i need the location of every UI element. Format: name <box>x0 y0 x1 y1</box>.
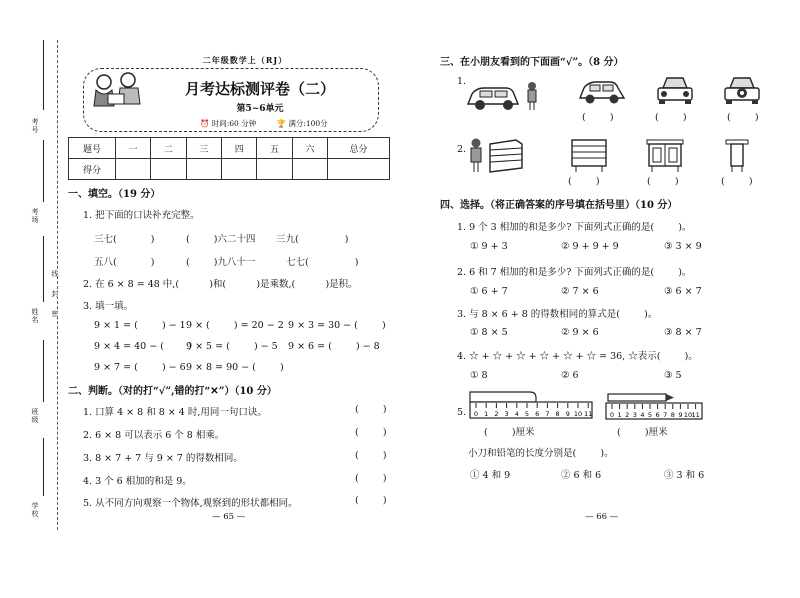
ruler-tick-label: 10 <box>573 410 583 418</box>
choice-question: 2. 6 和 7 相加的和是多少? 下面列式正确的是( )。 <box>457 267 692 278</box>
choice-question: 小刀和铅笔的长度分别是( )。 <box>468 448 614 459</box>
score-cell: 二 <box>151 138 186 159</box>
seal-label-mi: 密 <box>51 310 59 317</box>
car-view-option-2 <box>655 74 695 106</box>
knife-length-answer[interactable]: ( )厘米 <box>484 427 535 438</box>
ruler-tick-label: 2 <box>494 410 499 418</box>
ruler-tick-label: 1 <box>484 410 489 418</box>
ruler-tick-label: 8 <box>670 411 675 419</box>
fill-item: 七七( ) <box>286 257 359 268</box>
choice-option[interactable]: ① 4 和 9 <box>470 470 511 481</box>
calc-item: 9 × 8 = 90 − ( ) <box>186 362 284 373</box>
exam-room-label: 考场 <box>31 208 39 224</box>
row-label: 1. <box>457 76 467 87</box>
score-cell: 得分 <box>69 159 116 180</box>
seal-label-xian: 线 <box>51 270 59 277</box>
grade-label: 二年级数学上（RJ） <box>175 55 315 66</box>
choice-option[interactable]: ① 8 × 5 <box>470 327 508 338</box>
section1-title: 一、填空。（19 分） <box>68 189 161 200</box>
full-score-label: 满分:100分 <box>288 119 328 128</box>
choice-option[interactable]: ② 9 + 9 + 9 <box>561 241 619 252</box>
school-label: 学校 <box>31 502 39 518</box>
score-cell: 总分 <box>328 138 390 159</box>
choice-option[interactable]: ③ 3 × 9 <box>664 241 702 252</box>
score-input-cell[interactable] <box>151 159 186 180</box>
choice-option[interactable]: ② 6 和 6 <box>561 470 602 481</box>
calc-item: 9 × ( ) = 20 − 2 <box>186 320 284 331</box>
ruler-tick-label: 10 <box>683 411 693 419</box>
ruler-tick-label: 6 <box>655 411 660 419</box>
class-line <box>43 340 44 402</box>
ruler-tick-label: 0 <box>609 411 615 419</box>
clock-icon: ⏰ <box>200 119 210 128</box>
cabinet-view-option-2 <box>644 138 686 174</box>
name-line <box>43 236 44 302</box>
choice-option[interactable]: ② 9 × 6 <box>561 327 599 338</box>
pencil-on-ruler <box>604 392 704 422</box>
row-label: 2. <box>457 144 467 155</box>
car-view-option-3 <box>722 74 762 106</box>
score-cell: 六 <box>292 138 327 159</box>
calc-item: 9 × 3 = 30 − ( ) <box>288 320 386 331</box>
ruler-tick-label: 7 <box>663 411 668 419</box>
answer-paren[interactable]: ( ) <box>647 176 679 187</box>
ruler-tick-label: 11 <box>691 411 700 419</box>
kids-reading-illustration <box>90 72 150 112</box>
score-table-score-row <box>69 159 390 180</box>
ruler-tick-label: 4 <box>640 411 645 419</box>
trophy-icon: 🏆 <box>276 119 286 128</box>
section1-q3: 3. 填一填。 <box>83 301 134 312</box>
choice-option[interactable]: ③ 8 × 7 <box>664 327 702 338</box>
choice-option[interactable]: ① 6 + 7 <box>470 286 508 297</box>
choice-question: 4. ☆ + ☆ + ☆ + ☆ + ☆ + ☆ = 36, ☆表示( )。 <box>457 351 698 362</box>
exam-number-label: 考号 <box>31 118 39 134</box>
answer-paren[interactable]: ( ) <box>727 112 759 123</box>
ruler-tick-label: 9 <box>565 410 570 418</box>
page-number-left: — 65 — <box>212 512 246 522</box>
score-cell: 题号 <box>69 138 116 159</box>
ruler-tick-label: 8 <box>555 410 560 418</box>
judge-item: 2. 6 × 8 可以表示 6 个 8 相乘。 <box>83 430 225 441</box>
time-score-line <box>200 118 380 129</box>
score-input-cell[interactable] <box>116 159 151 180</box>
exam-number-line <box>43 40 44 110</box>
page-number-right: — 66 — <box>585 512 619 522</box>
class-label: 班级 <box>31 408 39 424</box>
school-line <box>43 438 44 496</box>
score-table-header-row <box>69 138 390 159</box>
answer-paren[interactable]: ( ) <box>582 112 614 123</box>
ruler-tick-label: 7 <box>545 410 550 418</box>
score-input-cell[interactable] <box>292 159 327 180</box>
choice-option[interactable]: ③ 5 <box>664 370 682 381</box>
choice-option[interactable]: ② 6 <box>561 370 579 381</box>
cabinet-view-option-3 <box>722 138 752 174</box>
ruler-tick-label: 0 <box>473 410 479 418</box>
choice-option[interactable]: ③ 6 × 7 <box>664 286 702 297</box>
judge-item: 4. 3 个 6 相加的和是 9。 <box>83 476 192 487</box>
judge-item: 1. 口算 4 × 8 和 8 × 4 时,用同一句口诀。 <box>83 407 267 418</box>
judge-item: 3. 8 × 7 + 7 与 9 × 7 的得数相同。 <box>83 453 243 464</box>
answer-paren[interactable]: ( ) <box>721 176 753 187</box>
calc-item: 9 × 6 = ( ) − 8 <box>288 341 380 352</box>
choice-option[interactable]: ① 8 <box>470 370 488 381</box>
exam-title: 月考达标测评卷（二） <box>184 80 335 98</box>
section3-title: 三、在小朋友看到的下面画“√”。（8 分） <box>440 57 624 68</box>
time-label: 时间:60 分钟 <box>211 119 257 128</box>
cabinet-view-option-1 <box>568 138 610 174</box>
ruler-tick-label: 3 <box>504 410 509 418</box>
judge-answer-paren[interactable]: ( ) <box>355 473 387 484</box>
score-table <box>68 137 390 180</box>
ruler-tick-label: 5 <box>647 411 653 419</box>
seal-label-feng: 封 <box>51 290 59 297</box>
judge-answer-paren[interactable]: ( ) <box>355 495 387 506</box>
score-cell: 五 <box>257 138 292 159</box>
exam-subtitle: 第5~6单元 <box>236 104 284 114</box>
score-cell: 四 <box>222 138 257 159</box>
choice-option[interactable]: ② 7 × 6 <box>561 286 599 297</box>
score-input-cell[interactable] <box>257 159 292 180</box>
choice-option[interactable]: ① 9 + 3 <box>470 241 508 252</box>
ruler-tick-label: 4 <box>514 410 519 418</box>
ruler-tick-label: 5 <box>524 410 530 418</box>
ruler-tick-label: 2 <box>625 411 630 419</box>
car-view-option-1 <box>578 78 628 106</box>
judge-item: 5. 从不同方向观察一个物体,观察到的形状都相同。 <box>83 498 298 509</box>
car-side-view-with-child <box>466 82 546 112</box>
ruler-tick-label: 9 <box>678 411 683 419</box>
section4-title: 四、选择。（将正确答案的序号填在括号里）（10 分） <box>440 200 678 211</box>
judge-answer-paren[interactable]: ( ) <box>355 404 387 415</box>
choice-question-number: 5. <box>457 407 467 418</box>
score-input-cell[interactable] <box>328 159 390 180</box>
score-input-cell[interactable] <box>186 159 221 180</box>
calc-item: 9 × 5 = ( ) − 5 <box>186 341 278 352</box>
ruler-tick-label: 11 <box>584 410 593 418</box>
answer-paren[interactable]: ( ) <box>655 112 687 123</box>
fill-item: 三九( ) <box>276 234 349 245</box>
section2-title: 二、判断。（对的打“√”,错的打“✕”）（10 分） <box>68 386 277 397</box>
calc-item: 9 × 4 = 40 − ( ) <box>94 341 192 352</box>
score-cell: 三 <box>186 138 221 159</box>
calc-item: 9 × 1 = ( ) − 1 <box>94 320 186 331</box>
child-with-cabinet <box>466 138 526 174</box>
fill-item: 三七( ) <box>94 234 155 245</box>
judge-answer-paren[interactable]: ( ) <box>355 450 387 461</box>
knife-on-ruler <box>466 388 596 422</box>
seal-dashed-line <box>57 40 58 530</box>
section1-q2: 2. 在 6 × 8 = 48 中,( )和( )是乘数,( )是积。 <box>83 279 358 290</box>
choice-option[interactable]: ③ 3 和 6 <box>664 470 705 481</box>
choice-question: 3. 与 8 × 6 + 8 的得数相同的算式是( )。 <box>457 309 658 320</box>
answer-paren[interactable]: ( ) <box>568 176 600 187</box>
fill-item: ( )六二十四 <box>186 234 256 245</box>
exam-room-line <box>43 140 44 202</box>
ruler-tick-label: 3 <box>632 411 637 419</box>
fill-item: 五八( ) <box>94 257 155 268</box>
binding-margin <box>0 40 64 530</box>
choice-question: 1. 9 个 3 相加的和是多少? 下面列式正确的是( )。 <box>457 222 692 233</box>
judge-answer-paren[interactable]: ( ) <box>355 427 387 438</box>
name-label: 姓名 <box>31 308 39 324</box>
score-cell: 一 <box>116 138 151 159</box>
section1-q1: 1. 把下面的口诀补充完整。 <box>83 210 200 221</box>
pencil-length-answer[interactable]: ( )厘米 <box>617 427 668 438</box>
score-input-cell[interactable] <box>222 159 257 180</box>
fill-item: ( )九八十一 <box>186 257 256 268</box>
calc-item: 9 × 7 = ( ) − 6 <box>94 362 186 373</box>
ruler-tick-label: 1 <box>617 411 622 419</box>
ruler-tick-label: 6 <box>535 410 540 418</box>
